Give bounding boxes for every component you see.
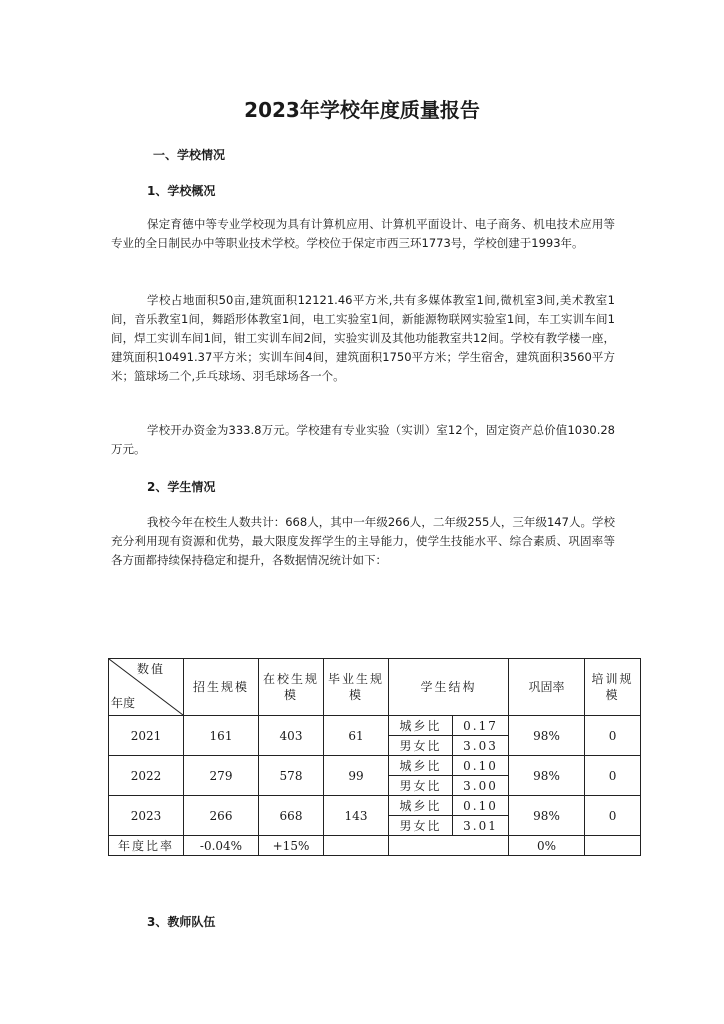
cell-year: 2021	[109, 716, 184, 756]
cell-in-school: 668	[259, 796, 324, 836]
footer-label: 年度比率	[109, 836, 184, 856]
cell-enroll: 266	[184, 796, 259, 836]
cell-retention: 98%	[509, 796, 585, 836]
document-title: 2023年学校年度质量报告	[244, 98, 480, 122]
cell-ratio-label: 城乡比	[389, 756, 453, 776]
student-stats-table	[108, 658, 641, 856]
paragraph-overview-2: 学校占地面积50亩,建筑面积12121.46平方米,共有多媒体教室1间,微机室3间,美术教室1间，音乐教室1间，舞蹈形体教室1间，电工实验室1间，新能源物联网实验室1间，车工实训车间1间，焊工实训车间1间，钳工实训车间2间，实验实训及其他功能教室共12间。学校有教学楼一座，建筑面积10491.37平方米；实训车间4间，建筑面积1750平方米；学生宿舍，建筑面积3560平方米；篮球场二个,乒乓球场、羽毛球场各一个。	[111, 293, 615, 383]
cell-enroll: 161	[184, 716, 259, 756]
cell-graduate: 99	[324, 756, 389, 796]
cell-ratio-value: 0.10	[453, 756, 509, 776]
footer-training	[585, 836, 641, 856]
header-in-school: 在校生规模	[259, 659, 324, 716]
footer-graduate	[324, 836, 389, 856]
subsection-heading-teachers: 3、教师队伍	[147, 915, 216, 929]
cell-training: 0	[585, 716, 641, 756]
cell-training: 0	[585, 756, 641, 796]
subsection-heading-overview: 1、学校概况	[147, 184, 216, 198]
cell-ratio-label: 城乡比	[389, 796, 453, 816]
table-footer-row	[109, 836, 641, 856]
cell-ratio-label: 男女比	[389, 816, 453, 836]
cell-ratio-label: 男女比	[389, 736, 453, 756]
cell-ratio-value: 0.10	[453, 796, 509, 816]
header-enroll: 招生规模	[184, 659, 259, 716]
cell-graduate: 61	[324, 716, 389, 756]
corner-label-year: 年度	[111, 696, 136, 710]
subsection-heading-students: 2、学生情况	[147, 480, 216, 494]
paragraph-overview-3: 学校开办资金为333.8万元。学校建有专业实验（实训）室12个，固定资产总价值1030.28万元。	[111, 423, 615, 456]
cell-retention: 98%	[509, 716, 585, 756]
cell-ratio-value: 3.01	[453, 816, 509, 836]
cell-in-school: 578	[259, 756, 324, 796]
cell-ratio-label: 男女比	[389, 776, 453, 796]
footer-enroll: -0.04%	[184, 836, 259, 856]
table-row	[109, 796, 641, 816]
cell-year: 2022	[109, 756, 184, 796]
cell-retention: 98%	[509, 756, 585, 796]
cell-in-school: 403	[259, 716, 324, 756]
header-training: 培训规模	[585, 659, 641, 716]
header-structure: 学生结构	[389, 659, 509, 716]
cell-ratio-value: 3.00	[453, 776, 509, 796]
corner-label-value: 数值	[137, 662, 166, 676]
cell-ratio-label: 城乡比	[389, 716, 453, 736]
header-retention: 巩固率	[509, 659, 585, 716]
table-row	[109, 756, 641, 776]
footer-structure	[389, 836, 509, 856]
footer-retention: 0%	[509, 836, 585, 856]
cell-enroll: 279	[184, 756, 259, 796]
paragraph-students: 我校今年在校生人数共计：668人，其中一年级266人，二年级255人，三年级147人。学校充分利用现有资源和优势，最大限度发挥学生的主导能力，使学生技能水平、综合素质、巩固率等各方面都持续保持稳定和提升，各数据情况统计如下：	[111, 515, 615, 567]
cell-graduate: 143	[324, 796, 389, 836]
paragraph-overview-1: 保定育德中等专业学校现为具有计算机应用、计算机平面设计、电子商务、机电技术应用等专业的全日制民办中等职业技术学校。学校位于保定市西三环1773号，学校创建于1993年。	[111, 217, 615, 250]
cell-training: 0	[585, 796, 641, 836]
table-corner-cell	[109, 659, 184, 716]
table-header-row	[109, 659, 641, 716]
cell-ratio-value: 0.17	[453, 716, 509, 736]
footer-in-school: +15%	[259, 836, 324, 856]
section-heading-school: 一、学校情况	[153, 148, 226, 162]
table-row	[109, 716, 641, 736]
header-graduate: 毕业生规模	[324, 659, 389, 716]
cell-ratio-value: 3.03	[453, 736, 509, 756]
cell-year: 2023	[109, 796, 184, 836]
